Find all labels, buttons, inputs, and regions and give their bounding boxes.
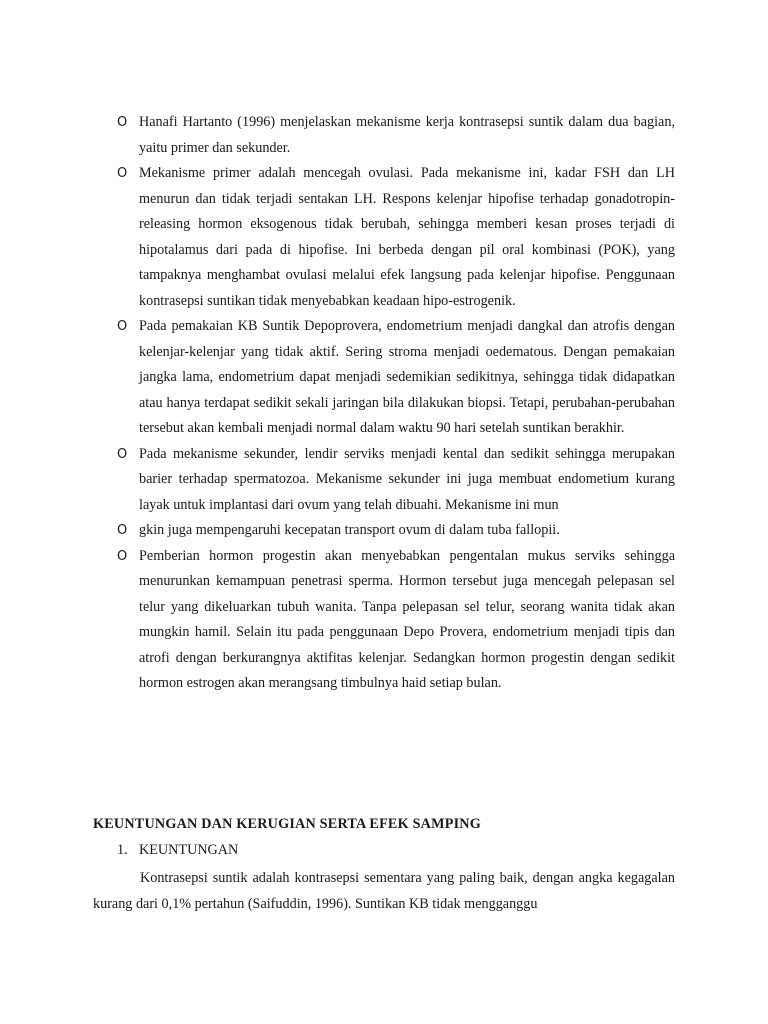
subsection-number: 1. [117, 842, 128, 858]
subsection-label: KEUNTUNGAN [139, 842, 239, 858]
bullet-text: Hanafi Hartanto (1996) menjelaskan mekanisme kerja kontrasepsi suntik dalam dua bagian, yaitu primer dan sekunder. [139, 114, 675, 156]
bullet-text: gkin juga mempengaruhi kecepatan transport ovum di dalam tuba fallopii. [139, 522, 560, 538]
bullet-text: Pada mekanisme sekunder, lendir serviks menjadi kental dan sedikit sehingga merupakan barier terhadap spermatozoa. Mekanisme sekunder ini juga membuat endometium kurang layak untuk implantasi dari ovum yang telah dibuahi. Mekanisme ini mun [139, 445, 675, 513]
subsection-heading [117, 842, 238, 859]
body-paragraph: Kontrasepsi suntik adalah kontrasepsi sementara yang paling baik, dengan angka kegagalan kurang dari 0,1% pertahun (Saifuddin, 1996). Suntikan KB tidak mengganggu [93, 870, 675, 912]
circle-bullet-icon: O [117, 319, 128, 334]
circle-bullet-icon: O [117, 548, 128, 564]
bullet-item [117, 518, 675, 544]
bullet-text: Pada pemakaian KB Suntik Depoprovera, endometrium menjadi dangkal dan atrofis dengan kelenjar-kelenjar yang tidak aktif. Sering stroma menjadi oedematous. Dengan pemakaian jangka lama, endometrium dapat menjadi sedemikian sedikitnya, sehingga tidak didapatkan atau hanya terdapat sedikit sekali jaringan bila dilakukan biopsi. Tetapi, perubahan-perubahan tersebut akan kembali menjadi normal dalam waktu 90 hari setelah suntikan berakhir. [139, 318, 675, 436]
circle-bullet-icon: O [117, 446, 128, 462]
bullet-item [117, 161, 675, 314]
bullet-text: Pemberian hormon progestin akan menyebabkan pengentalan mukus serviks sehingga menurunkan kemampuan penetrasi sperma. Hormon tersebut juga mencegah pelepasan sel telur yang dikeluarkan tubuh wanita. Tanpa pelepasan sel telur, seorang wanita tidak akan mungkin hamil. Selain itu pada penggunaan Depo Provera, endometrium menjadi tipis dan atrofi dengan berkurangnya aktifitas kelenjar. Sedangkan hormon progestin dengan sedikit hormon estrogen akan merangsang timbulnya haid setiap bulan. [139, 547, 675, 691]
bullet-item [117, 544, 675, 697]
section-title: KEUNTUNGAN DAN KERUGIAN SERTA EFEK SAMPING [93, 816, 481, 832]
bullet-item [117, 442, 675, 519]
circle-bullet-icon: O [117, 115, 128, 130]
bullet-list [117, 110, 675, 697]
bullet-item [117, 314, 675, 442]
bullet-text: Mekanisme primer adalah mencegah ovulasi. Pada mekanisme ini, kadar FSH dan LH menurun dan tidak terjadi sentakan LH. Respons kelenjar hipofise terhadap gonadotropin-releasing hormon eksogenous tidak berubah, sehingga memberi kesan proses terjadi di hipotalamus dari pada di hipofise. Ini berbeda dengan pil oral kombinasi (POK), yang tampaknya menghambat ovulasi melalui efek langsung pada kelenjar hipofise. Penggunaan kontrasepsi suntikan tidak menyebabkan keadaan hipo-estrogenik. [139, 165, 675, 309]
circle-bullet-icon: O [117, 166, 128, 181]
bullet-item [117, 110, 675, 161]
circle-bullet-icon: O [117, 523, 128, 538]
